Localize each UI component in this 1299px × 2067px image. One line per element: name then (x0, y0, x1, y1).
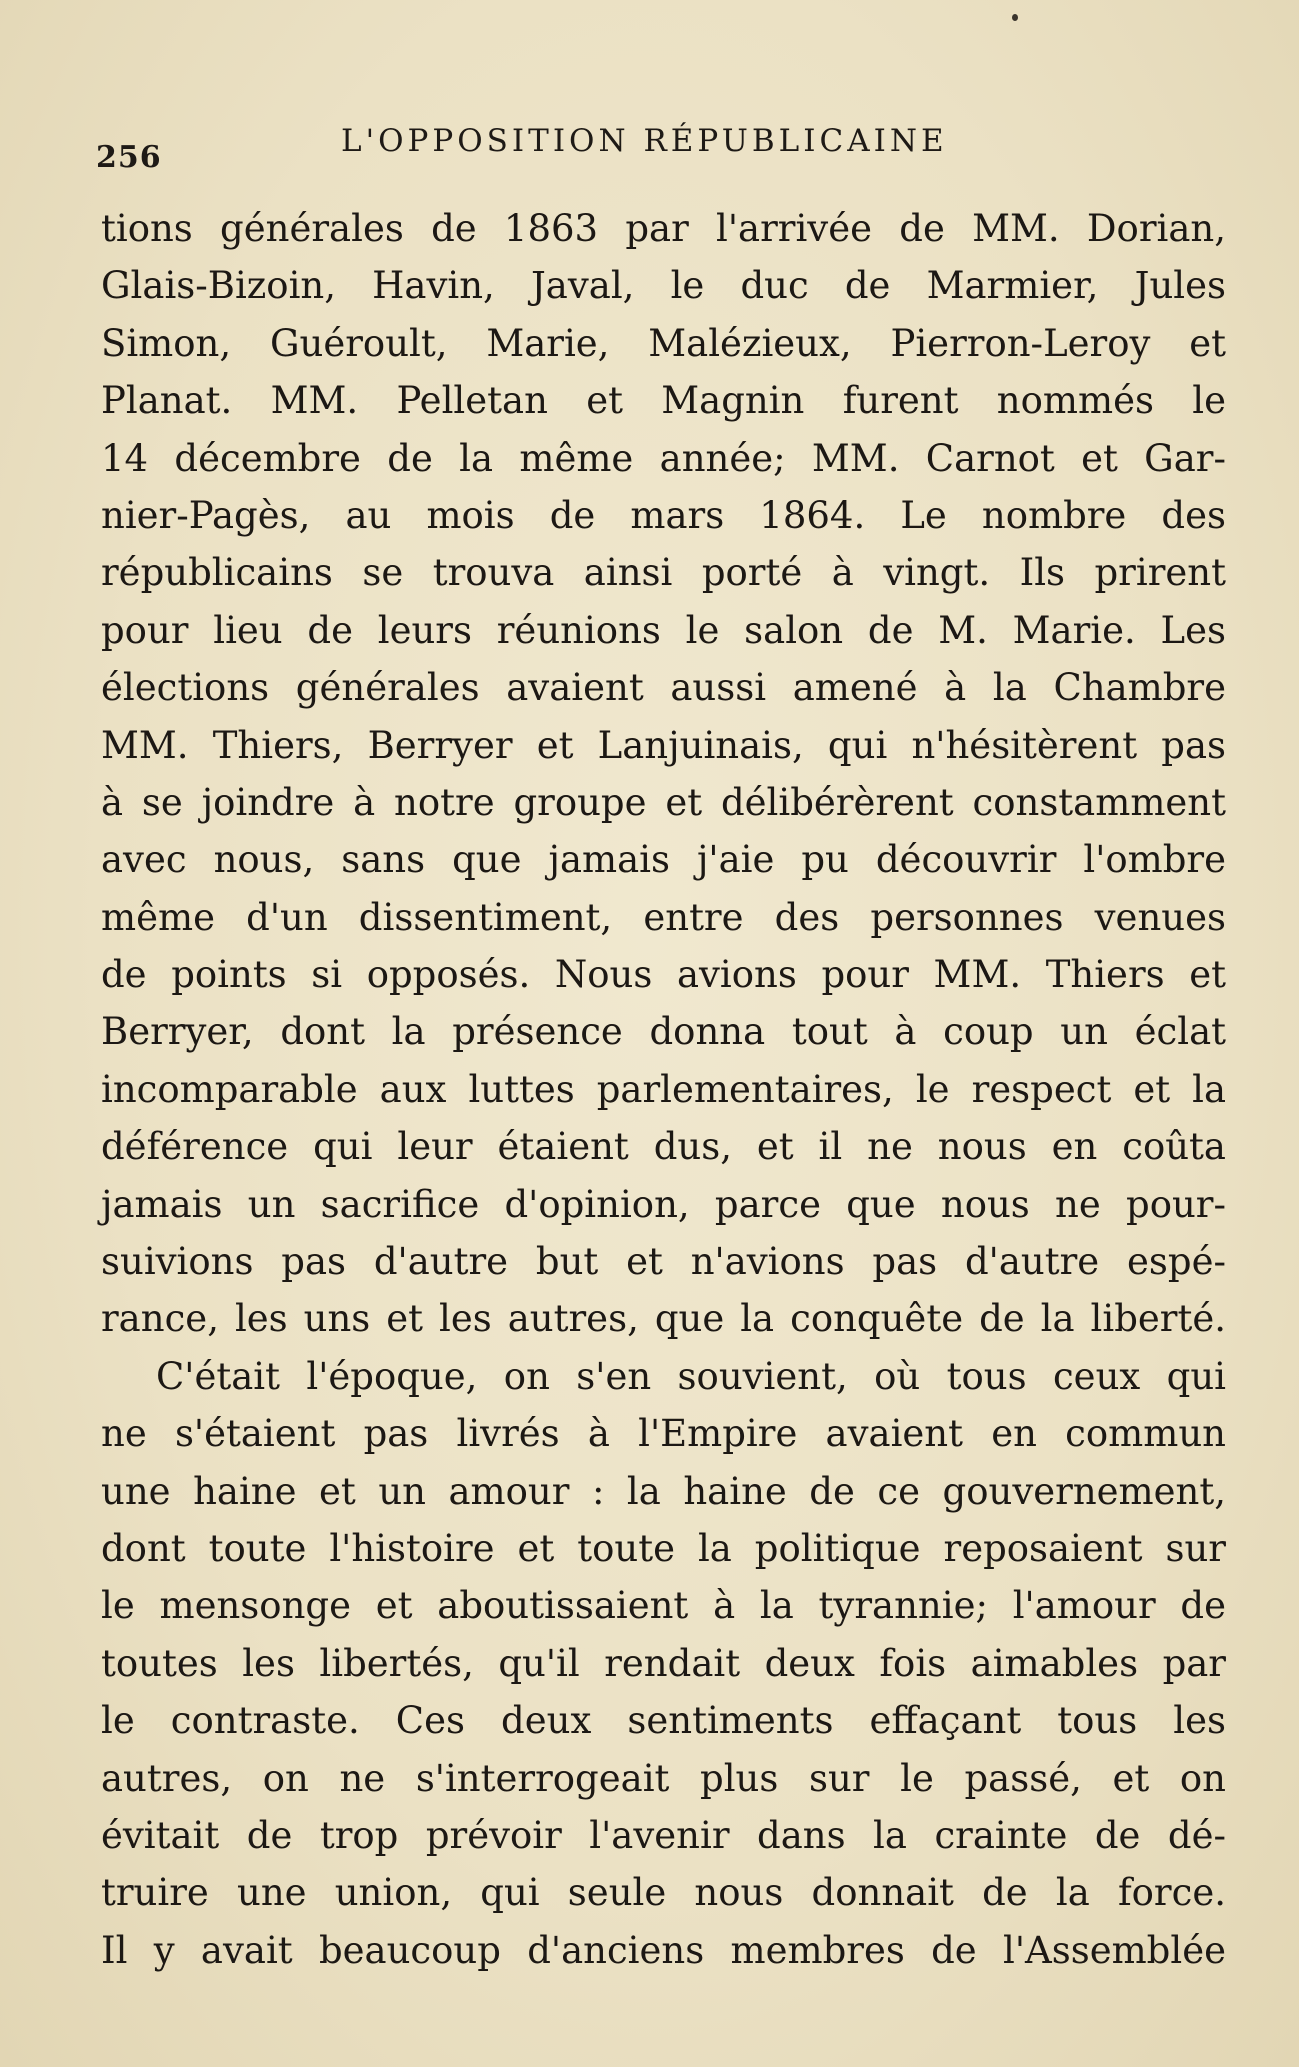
text-line: même d'un dissentiment, entre des personnes venues (101, 895, 1226, 939)
text-line: dont toute l'histoire et toute la politique reposaient sur (101, 1526, 1226, 1570)
text-line: rance, les uns et les autres, que la conquête de la liberté. (101, 1297, 1226, 1341)
text-line: le contraste. Ces deux sentiments effaçant tous les (101, 1699, 1226, 1743)
text-line: nier-Pagès, au mois de mars 1864. Le nombre des (101, 493, 1226, 537)
text-line: jamais un sacrifice d'opinion, parce que nous ne pour- (101, 1182, 1226, 1226)
text-line: évitait de trop prévoir l'avenir dans la crainte de dé- (101, 1813, 1226, 1857)
page-number: 256 (96, 140, 162, 175)
text-line: avec nous, sans que jamais j'aie pu découvrir l'ombre (101, 838, 1226, 882)
text-line: à se joindre à notre groupe et délibérèrent constamment (101, 780, 1226, 824)
text-line: 14 décembre de la même année; MM. Carnot et Gar- (101, 436, 1226, 480)
text-line: une haine et un amour : la haine de ce gouvernement, (101, 1469, 1226, 1513)
text-line: tions générales de 1863 par l'arrivée de MM. Dorian, (101, 207, 1226, 250)
text-line: déférence qui leur étaient dus, et il ne nous en coûta (101, 1125, 1226, 1169)
text-line: suivions pas d'autre but et n'avions pas d'autre espé- (101, 1240, 1226, 1284)
paragraph-first-line: C'était l'époque, on s'en souvient, où tous ceux qui (156, 1354, 1226, 1398)
text-line: incomparable aux luttes parlementaires, le respect et la (101, 1067, 1226, 1111)
text-line: Planat. MM. Pelletan et Magnin furent nommés le (101, 379, 1226, 423)
text-line: de points si opposés. Nous avions pour MM. Thiers et (101, 953, 1226, 997)
page-header (96, 118, 1231, 178)
text-line: élections générales avaient aussi amené à la Chambre (101, 666, 1226, 710)
text-line: Simon, Guéroult, Marie, Malézieux, Pierron-Leroy et (101, 321, 1226, 365)
running-title: L'OPPOSITION RÉPUBLICAINE (341, 123, 948, 159)
text-line: le mensonge et aboutissaient à la tyrannie; l'amour de (101, 1584, 1226, 1628)
text-line: truire une union, qui seule nous donnait de la force. (101, 1871, 1226, 1915)
text-line: Glais-Bizoin, Havin, Javal, le duc de Marmier, Jules (101, 264, 1226, 308)
body-text (101, 200, 1226, 1979)
text-line: Il y avait beaucoup d'anciens membres de l'Assemblée (101, 1928, 1226, 1972)
text-line: Berryer, dont la présence donna tout à coup un éclat (101, 1010, 1226, 1054)
ink-speck (1012, 14, 1018, 21)
text-line: républicains se trouva ainsi porté à vingt. Ils prirent (101, 551, 1226, 595)
text-line: autres, on ne s'interrogeait plus sur le passé, et on (101, 1756, 1226, 1800)
text-line: toutes les libertés, qu'il rendait deux fois aimables par (101, 1641, 1226, 1685)
text-line: pour lieu de leurs réunions le salon de M. Marie. Les (101, 608, 1226, 652)
text-line: ne s'étaient pas livrés à l'Empire avaient en commun (101, 1412, 1226, 1456)
text-line: MM. Thiers, Berryer et Lanjuinais, qui n'hésitèrent pas (101, 723, 1226, 767)
